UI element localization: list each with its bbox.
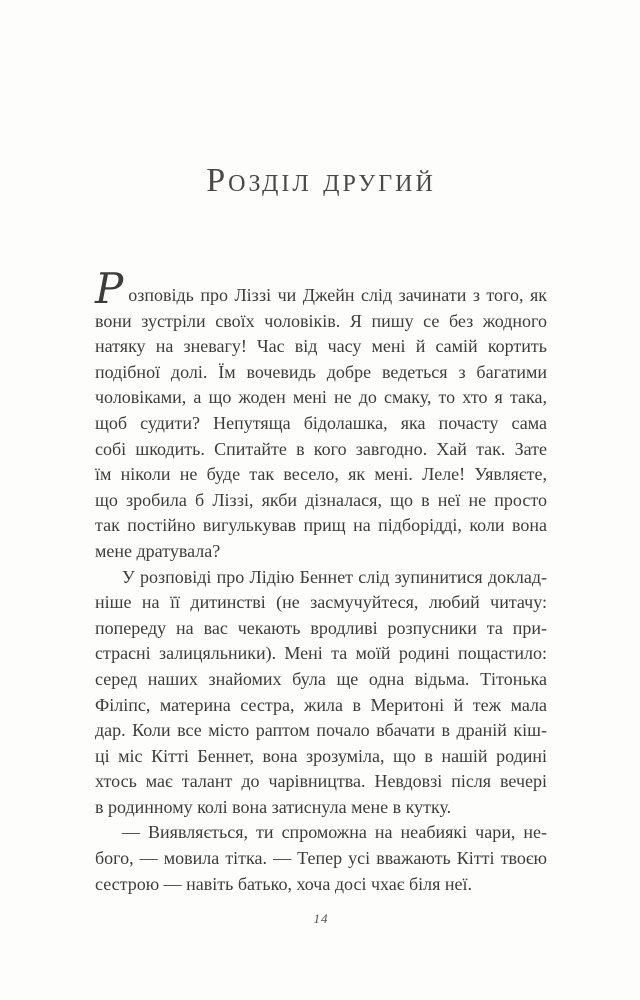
text-line: собі шкодить. Спитайте в кого завгодно. Хай так. Зате: [95, 438, 547, 459]
text-line: що зробила б Ліззі, якби дізналася, що в неї не просто: [95, 489, 547, 510]
text-line: серед наших знайомих була ще одна відьма. Тітонька: [95, 668, 547, 689]
text-block: [95, 264, 547, 897]
text-line: попереду на вас чекають вродливі розпусники та при-: [95, 617, 547, 638]
text-line: так постійно вигулькував прищ на підборідді, коли вона: [95, 515, 547, 536]
text-line: мене дратувала?: [95, 540, 221, 561]
text-line: щоб судити? Непутяща бідолашка, яка почасту сама: [95, 412, 547, 433]
chapter-heading: Розділ другий: [206, 162, 436, 199]
text-line: страсні залицяльники). Мені та моїй родині пощастило:: [95, 643, 547, 664]
text-line: їм ніколи не буде так весело, як мені. Леле! Уявляєте,: [95, 464, 547, 485]
text-line: ніше на її дитинстві (не засмучуйтеся, любий читачу:: [95, 592, 547, 613]
text-line: У розповіді про Лідію Беннет слід зупинитися доклад-: [122, 566, 547, 587]
text-line: подібної долі. Їм вочевидь добре ведеться з багатими: [95, 361, 547, 382]
page-footer: [95, 910, 547, 928]
page-number: 14: [313, 911, 329, 926]
text-line: натяку на зневагу! Час від часу мені й самій кортить: [95, 336, 547, 357]
text-line: дар. Коли все місто раптом почало вбачати в драній кіш-: [95, 720, 547, 741]
text-line: Філіпс, материна сестра, жила в Меритоні й теж мала: [95, 694, 547, 715]
text-line: Розповідь про Ліззі чи Джейн слід зачинати з того, як: [95, 264, 547, 313]
text-line: сестрою — навіть батько, хоча досі чхає біля неї.: [95, 873, 473, 894]
paragraph: [95, 264, 547, 565]
text-line: чоловіками, а що жоден мені не до смаку, то хто я така,: [95, 387, 547, 408]
text-line: в родинному колі вона затиснула мене в кутку.: [95, 796, 452, 817]
paragraph: [95, 565, 547, 821]
dropcap-initial: Р: [95, 264, 124, 313]
text-line: бого, — мовила тітка. — Тепер усі вважають Кітті твоєю: [95, 848, 547, 869]
text-line: вони зустріли своїх чоловіків. Я пишу се без жодного: [95, 310, 547, 331]
text-line: хтось має талант до чарівництва. Невдовзі після вечері: [95, 771, 547, 792]
text-line: — Виявляється, ти спроможна на неабиякі чари, не-: [122, 822, 547, 843]
text-line: ці міс Кітті Беннет, вона зрозуміла, що в нашій родині: [95, 745, 547, 766]
paragraph: [95, 820, 547, 897]
